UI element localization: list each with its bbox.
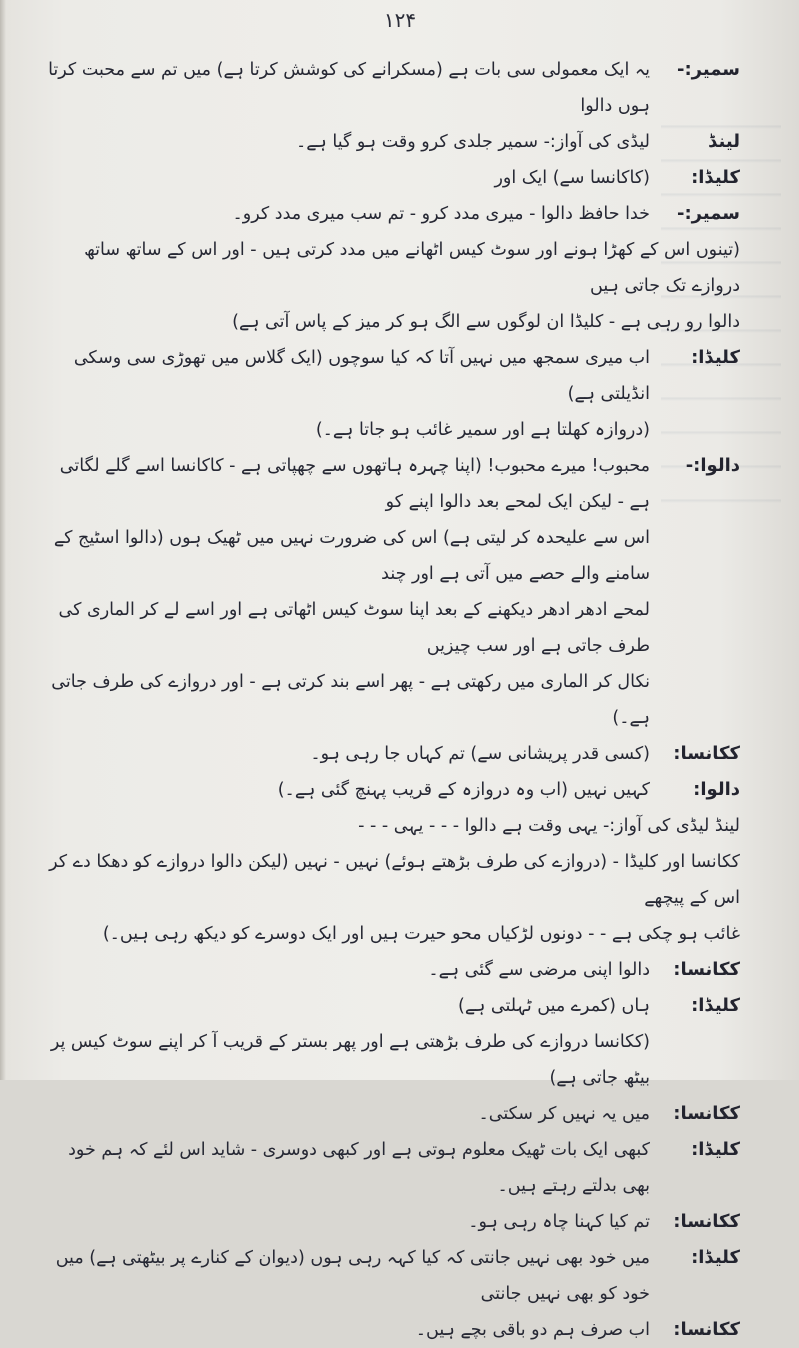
speaker-name: کلیڈا: [691,347,740,368]
speaker-name: کلیڈا: [691,1247,740,1268]
dialogue-line [40,1312,740,1348]
dialogue-text: دالوا اپنی مرضی سے گئی ہے۔ [428,960,650,980]
dialogue-text: (کسی قدر پریشانی سے) تم کہاں جا رہی ہو۔ [310,744,650,764]
dialogue-line [40,160,740,196]
dialogue-line [40,736,740,772]
stage-direction: (ککانسا دروازے کی طرف بڑھتی ہے اور پھر بستر کے قریب آ کر اپنے سوٹ کیس پر بیٹھ جاتی ہے) [50,1032,650,1088]
dialogue-line [40,772,740,808]
dialogue-text: یہ ایک معمولی سی بات ہے (مسکرانے کی کوشش کرتا ہے) میں تم سے محبت کرتا ہوں دالوا [48,60,650,116]
dialogue-text: لیڈی کی آواز:- سمیر جلدی کرو وقت ہو گیا ہے۔ [296,132,650,152]
speaker-name: ککانسا: [673,743,740,764]
speaker-name: کلیڈا: [691,167,740,188]
play-script [40,52,740,1348]
dialogue-text: محبوب! میرے محبوب! (اپنا چہرہ ہاتھوں سے چھپاتی ہے - کاکانسا اسے گلے لگاتی ہے - لیکن ایک لمحے بعد دالوا اپنے کو [59,456,650,512]
dialogue-line [40,1096,740,1132]
speaker-name: دالوا:- [685,455,740,476]
dialogue-line [40,52,740,124]
speaker-name: ککانسا: [673,959,740,980]
dialogue-line [40,952,740,988]
dialogue-text: (کاکانسا سے) ایک اور [494,168,650,188]
dialogue-line [40,1132,740,1204]
stage-direction: نکال کر الماری میں رکھتی ہے - پھر اسے بند کرتی ہے - اور دروازے کی طرف جاتی ہے۔) [51,672,650,728]
offstage-line: لینڈ لیڈی کی آواز:- یہی وقت ہے دالوا - - - یہی - - - [358,816,740,836]
dialogue-line [40,124,740,160]
dialogue-text: ہاں (کمرے میں ٹہلتی ہے) [458,996,650,1016]
speaker-name: ککانسا: [673,1211,740,1232]
speaker-name: سمیر:- [677,59,740,80]
dialogue-line [40,1204,740,1240]
dialogue-text: میں یہ نہیں کر سکتی۔ [478,1104,650,1124]
stage-direction: دالوا رو رہی ہے - کلیڈا ان لوگوں سے الگ ہو کر میز کے پاس آتی ہے) [232,312,740,332]
dialogue-text: اب میری سمجھ میں نہیں آتا کہ کیا سوچوں (ایک گلاس میں تھوڑی سی وسکی انڈیلتی ہے) [73,348,650,404]
dialogue-text: کہیں نہیں (اب وہ دروازہ کے قریب پہنچ گئی ہے۔) [277,780,650,800]
dialogue-text: میں خود بھی نہیں جانتی کہ کیا کہہ رہی ہوں (دیوان کے کنارے پر بیٹھتی ہے) میں خود کو بھی نہیں جانتی [55,1248,650,1304]
page-binding-edge [0,0,6,1080]
dialogue-line [40,1240,740,1312]
page-number: ۱۲۴ [383,8,417,32]
speaker-name: سمیر:- [677,203,740,224]
stage-direction: ککانسا اور کلیڈا - (دروازے کی طرف بڑھتے ہوئے) نہیں - نہیں (لیکن دالوا دروازے کو دھکا دے کر اس کے پیچھے [49,852,740,908]
dialogue-line [40,988,740,1024]
dialogue-line [40,196,740,232]
speaker-name: کلیڈا: [691,1139,740,1160]
stage-direction: لمحے ادھر ادھر دیکھنے کے بعد اپنا سوٹ کیس اٹھاتی ہے اور اسے لے کر الماری کی طرف جاتی ہے اور سب چیزیں [58,600,650,656]
speaker-name: ککانسا: [673,1103,740,1124]
dialogue-text: خدا حافظ دالوا - میری مدد کرو - تم سب میری مدد کرو۔ [232,204,650,224]
speaker-name: ککانسا: [673,1319,740,1340]
stage-direction: (تینوں اس کے کھڑا ہونے اور سوٹ کیس اٹھانے میں مدد کرتی ہیں - اور اس کے ساتھ ساتھ دروازے تک جاتی ہیں [84,240,740,296]
dialogue-text: کبھی ایک بات ٹھیک معلوم ہوتی ہے اور کبھی دوسری - شاید اس لئے کہ ہم خود بھی بدلتے رہتے ہیں۔ [68,1140,650,1196]
dialogue-line [40,448,740,520]
dialogue-text: اب صرف ہم دو باقی بچے ہیں۔ [415,1320,650,1340]
speaker-name: دالوا: [693,779,740,800]
stage-direction: اس سے علیحدہ کر لیتی ہے) اس کی ضرورت نہیں میں ٹھیک ہوں (دالوا اسٹیج کے سامنے والے حصے میں آتی ہے اور چند [53,528,650,584]
dialogue-text: تم کیا کہنا چاہ رہی ہو۔ [468,1212,650,1232]
dialogue-line [40,340,740,412]
speaker-name: لینڈ [708,131,740,152]
speaker-name: کلیڈا: [691,995,740,1016]
stage-direction: (دروازہ کھلتا ہے اور سمیر غائب ہو جاتا ہے۔) [315,420,650,440]
stage-direction: غائب ہو چکی ہے - - دونوں لڑکیاں محو حیرت ہیں اور ایک دوسرے کو دیکھ رہی ہیں۔) [102,924,740,944]
